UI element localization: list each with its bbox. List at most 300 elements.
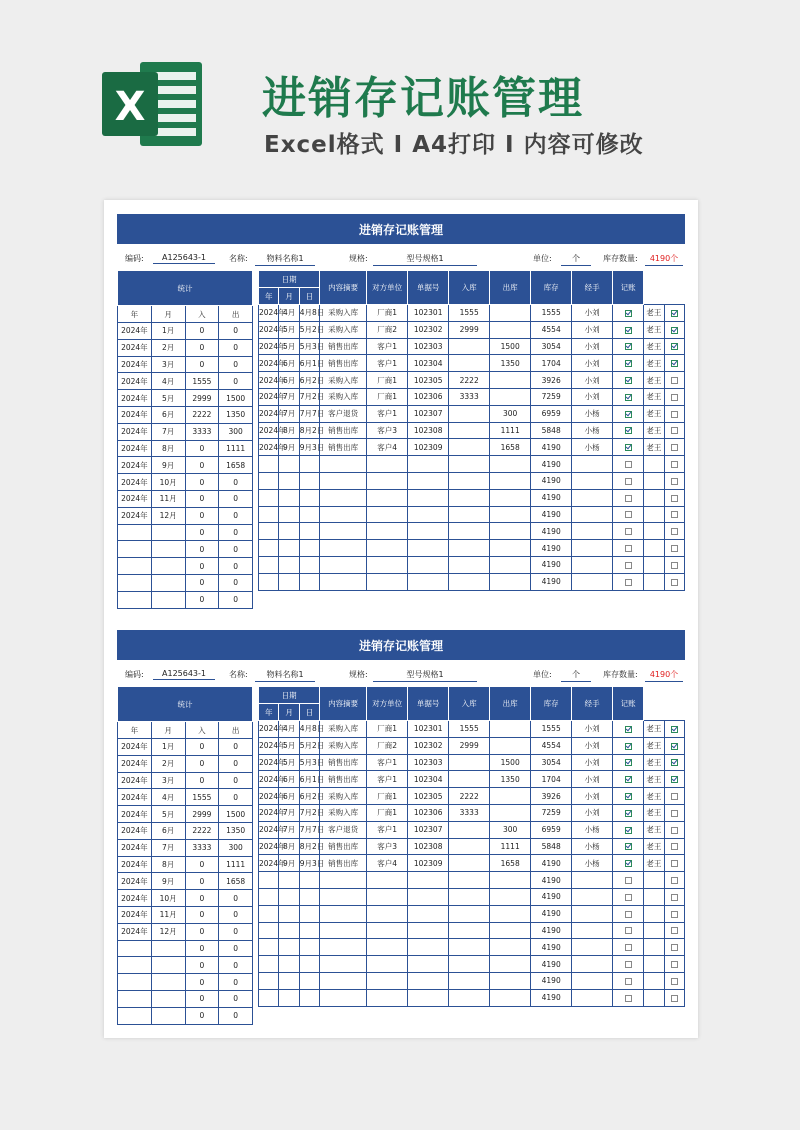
table-cell[interactable] <box>449 422 490 439</box>
table-cell[interactable]: 2024年 <box>259 388 279 405</box>
booked-checkbox[interactable] <box>671 894 678 901</box>
table-cell[interactable] <box>367 540 408 557</box>
table-cell[interactable] <box>279 989 299 1006</box>
table-cell[interactable]: 2999 <box>449 321 490 338</box>
table-cell[interactable]: 2024年 <box>118 423 152 440</box>
table-cell[interactable]: 0 <box>219 558 253 575</box>
table-cell[interactable]: 1555 <box>531 305 572 322</box>
table-cell[interactable]: 小刘 <box>572 355 613 372</box>
table-cell[interactable]: 4190 <box>531 956 572 973</box>
checkbox-cell[interactable] <box>664 872 684 889</box>
checkbox-cell[interactable] <box>664 422 684 439</box>
table-cell[interactable]: 0 <box>219 507 253 524</box>
table-cell[interactable]: 2024年 <box>118 373 152 390</box>
handled-checkbox[interactable] <box>625 545 632 552</box>
table-cell[interactable] <box>320 540 367 557</box>
table-cell[interactable]: 1555 <box>531 721 572 738</box>
table-cell[interactable]: 8月2日 <box>299 422 319 439</box>
table-cell[interactable] <box>367 939 408 956</box>
table-cell[interactable] <box>449 972 490 989</box>
table-cell[interactable]: 4554 <box>531 321 572 338</box>
table-cell[interactable]: 4月 <box>279 305 299 322</box>
checkbox-cell[interactable] <box>613 905 644 922</box>
table-cell[interactable] <box>279 888 299 905</box>
table-cell[interactable] <box>644 556 664 573</box>
name-value[interactable]: 物料名称1 <box>255 253 315 266</box>
table-cell[interactable] <box>490 972 531 989</box>
table-cell[interactable]: 0 <box>185 974 219 991</box>
table-cell[interactable] <box>320 956 367 973</box>
table-cell[interactable]: 5月2日 <box>299 737 319 754</box>
table-cell[interactable]: 4190 <box>531 439 572 456</box>
table-cell[interactable]: 4190 <box>531 989 572 1006</box>
table-cell[interactable]: 客户4 <box>367 855 408 872</box>
table-cell[interactable] <box>279 456 299 473</box>
table-cell[interactable] <box>320 523 367 540</box>
table-cell[interactable] <box>490 472 531 489</box>
checkbox-cell[interactable] <box>664 305 684 322</box>
table-cell[interactable] <box>259 989 279 1006</box>
table-cell[interactable]: 4190 <box>531 472 572 489</box>
checkbox-cell[interactable] <box>664 972 684 989</box>
table-cell[interactable]: 7月 <box>151 423 185 440</box>
table-cell[interactable]: 客户退货 <box>320 405 367 422</box>
checkbox-cell[interactable] <box>664 721 684 738</box>
table-cell[interactable]: 5月2日 <box>299 321 319 338</box>
table-cell[interactable]: 2999 <box>449 737 490 754</box>
table-cell[interactable] <box>259 922 279 939</box>
table-cell[interactable]: 0 <box>219 739 253 756</box>
table-cell[interactable]: 小刘 <box>572 305 613 322</box>
table-cell[interactable]: 102302 <box>408 321 449 338</box>
table-cell[interactable]: 0 <box>185 906 219 923</box>
checkbox-cell[interactable] <box>664 771 684 788</box>
table-cell[interactable] <box>490 573 531 590</box>
table-cell[interactable]: 102301 <box>408 305 449 322</box>
table-cell[interactable]: 客户3 <box>367 838 408 855</box>
table-cell[interactable]: 2024年 <box>118 839 152 856</box>
checkbox-cell[interactable] <box>664 523 684 540</box>
table-cell[interactable]: 老王 <box>644 405 664 422</box>
table-cell[interactable] <box>490 556 531 573</box>
table-cell[interactable] <box>367 905 408 922</box>
table-cell[interactable] <box>299 872 319 889</box>
table-cell[interactable] <box>408 472 449 489</box>
table-cell[interactable] <box>367 489 408 506</box>
table-cell[interactable] <box>151 940 185 957</box>
handled-checkbox[interactable] <box>625 827 632 834</box>
booked-checkbox[interactable] <box>671 360 678 367</box>
table-cell[interactable] <box>408 922 449 939</box>
table-cell[interactable]: 2月 <box>151 755 185 772</box>
table-cell[interactable]: 102308 <box>408 422 449 439</box>
table-cell[interactable]: 2024年 <box>118 856 152 873</box>
table-cell[interactable]: 3926 <box>531 788 572 805</box>
table-cell[interactable]: 0 <box>219 990 253 1007</box>
checkbox-cell[interactable] <box>664 321 684 338</box>
table-cell[interactable]: 0 <box>219 957 253 974</box>
table-cell[interactable] <box>572 573 613 590</box>
table-cell[interactable]: 0 <box>219 772 253 789</box>
table-cell[interactable]: 0 <box>185 558 219 575</box>
table-cell[interactable]: 0 <box>185 873 219 890</box>
table-cell[interactable] <box>279 523 299 540</box>
table-cell[interactable]: 8月 <box>151 856 185 873</box>
table-cell[interactable]: 6959 <box>531 405 572 422</box>
table-cell[interactable] <box>299 506 319 523</box>
table-cell[interactable]: 6月 <box>279 788 299 805</box>
checkbox-cell[interactable] <box>664 388 684 405</box>
table-cell[interactable] <box>449 439 490 456</box>
checkbox-cell[interactable] <box>613 922 644 939</box>
table-cell[interactable]: 102306 <box>408 804 449 821</box>
table-cell[interactable]: 2024年 <box>118 923 152 940</box>
table-cell[interactable] <box>320 972 367 989</box>
table-cell[interactable] <box>118 524 152 541</box>
table-cell[interactable] <box>644 489 664 506</box>
table-cell[interactable] <box>279 872 299 889</box>
table-cell[interactable]: 销售出库 <box>320 338 367 355</box>
table-cell[interactable]: 老王 <box>644 754 664 771</box>
handled-checkbox[interactable] <box>625 793 632 800</box>
table-cell[interactable] <box>490 804 531 821</box>
table-cell[interactable]: 老王 <box>644 388 664 405</box>
table-cell[interactable]: 2024年 <box>118 873 152 890</box>
table-cell[interactable] <box>367 989 408 1006</box>
table-cell[interactable] <box>449 472 490 489</box>
table-cell[interactable]: 0 <box>185 541 219 558</box>
handled-checkbox[interactable] <box>625 562 632 569</box>
table-cell[interactable]: 1704 <box>531 771 572 788</box>
table-cell[interactable]: 客户1 <box>367 355 408 372</box>
table-cell[interactable]: 2024年 <box>118 789 152 806</box>
table-cell[interactable]: 4190 <box>531 872 572 889</box>
table-cell[interactable] <box>490 388 531 405</box>
table-cell[interactable] <box>320 905 367 922</box>
table-cell[interactable] <box>408 888 449 905</box>
table-cell[interactable] <box>490 721 531 738</box>
table-cell[interactable] <box>408 956 449 973</box>
table-cell[interactable]: 5月 <box>151 806 185 823</box>
booked-checkbox[interactable] <box>671 860 678 867</box>
table-cell[interactable] <box>572 956 613 973</box>
table-cell[interactable]: 老王 <box>644 305 664 322</box>
table-cell[interactable]: 8月 <box>151 440 185 457</box>
table-cell[interactable] <box>644 506 664 523</box>
table-cell[interactable]: 0 <box>219 474 253 491</box>
table-cell[interactable]: 102305 <box>408 372 449 389</box>
checkbox-cell[interactable] <box>664 372 684 389</box>
table-cell[interactable]: 0 <box>185 1007 219 1024</box>
table-cell[interactable]: 0 <box>185 990 219 1007</box>
checkbox-cell[interactable] <box>664 922 684 939</box>
table-cell[interactable]: 5月 <box>279 338 299 355</box>
table-cell[interactable] <box>408 905 449 922</box>
table-cell[interactable] <box>259 523 279 540</box>
table-cell[interactable] <box>644 922 664 939</box>
table-cell[interactable] <box>408 989 449 1006</box>
table-cell[interactable]: 2024年 <box>118 755 152 772</box>
handled-checkbox[interactable] <box>625 360 632 367</box>
table-cell[interactable]: 4190 <box>531 506 572 523</box>
table-cell[interactable]: 3333 <box>185 839 219 856</box>
table-cell[interactable]: 102303 <box>408 338 449 355</box>
table-cell[interactable] <box>259 540 279 557</box>
table-cell[interactable]: 0 <box>185 591 219 608</box>
table-cell[interactable]: 客户退货 <box>320 821 367 838</box>
checkbox-cell[interactable] <box>613 405 644 422</box>
table-cell[interactable]: 11月 <box>151 490 185 507</box>
checkbox-cell[interactable] <box>664 405 684 422</box>
checkbox-cell[interactable] <box>613 355 644 372</box>
table-cell[interactable] <box>572 922 613 939</box>
table-cell[interactable] <box>118 990 152 1007</box>
table-cell[interactable]: 0 <box>185 440 219 457</box>
booked-checkbox[interactable] <box>671 827 678 834</box>
checkbox-cell[interactable] <box>613 804 644 821</box>
booked-checkbox[interactable] <box>671 545 678 552</box>
checkbox-cell[interactable] <box>664 737 684 754</box>
table-cell[interactable]: 102304 <box>408 771 449 788</box>
handled-checkbox[interactable] <box>625 511 632 518</box>
code-value[interactable]: A125643-1 <box>153 669 215 680</box>
booked-checkbox[interactable] <box>671 927 678 934</box>
table-cell[interactable]: 5848 <box>531 838 572 855</box>
table-cell[interactable] <box>320 888 367 905</box>
handled-checkbox[interactable] <box>625 877 632 884</box>
checkbox-cell[interactable] <box>613 888 644 905</box>
checkbox-cell[interactable] <box>664 540 684 557</box>
booked-checkbox[interactable] <box>671 377 678 384</box>
table-cell[interactable] <box>320 489 367 506</box>
table-cell[interactable] <box>367 972 408 989</box>
booked-checkbox[interactable] <box>671 511 678 518</box>
table-cell[interactable]: 9月 <box>151 457 185 474</box>
table-cell[interactable] <box>259 888 279 905</box>
table-cell[interactable]: 0 <box>219 574 253 591</box>
checkbox-cell[interactable] <box>664 821 684 838</box>
table-cell[interactable]: 6月2日 <box>299 788 319 805</box>
table-cell[interactable]: 2024年 <box>118 772 152 789</box>
table-cell[interactable] <box>299 922 319 939</box>
booked-checkbox[interactable] <box>671 427 678 434</box>
table-cell[interactable]: 3月 <box>151 772 185 789</box>
table-cell[interactable]: 0 <box>185 490 219 507</box>
table-cell[interactable]: 2024年 <box>118 906 152 923</box>
table-cell[interactable] <box>490 321 531 338</box>
table-cell[interactable] <box>118 574 152 591</box>
booked-checkbox[interactable] <box>671 411 678 418</box>
table-cell[interactable] <box>490 305 531 322</box>
table-cell[interactable] <box>279 956 299 973</box>
table-cell[interactable]: 0 <box>219 923 253 940</box>
table-cell[interactable] <box>408 872 449 889</box>
checkbox-cell[interactable] <box>664 788 684 805</box>
checkbox-cell[interactable] <box>613 788 644 805</box>
table-cell[interactable] <box>449 922 490 939</box>
table-cell[interactable] <box>367 956 408 973</box>
table-cell[interactable] <box>151 1007 185 1024</box>
table-cell[interactable]: 1500 <box>490 338 531 355</box>
table-cell[interactable]: 采购入库 <box>320 305 367 322</box>
table-cell[interactable]: 0 <box>185 457 219 474</box>
table-cell[interactable] <box>367 523 408 540</box>
table-cell[interactable]: 6月 <box>151 822 185 839</box>
table-cell[interactable]: 小刘 <box>572 321 613 338</box>
checkbox-cell[interactable] <box>613 573 644 590</box>
table-cell[interactable]: 11月 <box>151 906 185 923</box>
table-cell[interactable]: 102303 <box>408 754 449 771</box>
checkbox-cell[interactable] <box>613 771 644 788</box>
table-cell[interactable] <box>490 737 531 754</box>
table-cell[interactable]: 2024年 <box>259 771 279 788</box>
table-cell[interactable]: 老王 <box>644 788 664 805</box>
table-cell[interactable]: 2024年 <box>118 490 152 507</box>
table-cell[interactable]: 客户1 <box>367 338 408 355</box>
table-cell[interactable]: 小刘 <box>572 388 613 405</box>
table-cell[interactable] <box>151 591 185 608</box>
table-cell[interactable] <box>490 788 531 805</box>
table-cell[interactable]: 1111 <box>219 856 253 873</box>
handled-checkbox[interactable] <box>625 377 632 384</box>
checkbox-cell[interactable] <box>664 888 684 905</box>
table-cell[interactable] <box>118 541 152 558</box>
table-cell[interactable]: 小刘 <box>572 804 613 821</box>
table-cell[interactable] <box>490 922 531 939</box>
booked-checkbox[interactable] <box>671 776 678 783</box>
table-cell[interactable] <box>490 872 531 889</box>
checkbox-cell[interactable] <box>613 737 644 754</box>
table-cell[interactable]: 老王 <box>644 821 664 838</box>
table-cell[interactable] <box>449 888 490 905</box>
table-cell[interactable]: 4月8日 <box>299 305 319 322</box>
table-cell[interactable]: 10月 <box>151 474 185 491</box>
booked-checkbox[interactable] <box>671 579 678 586</box>
table-cell[interactable] <box>644 472 664 489</box>
table-cell[interactable] <box>644 939 664 956</box>
table-cell[interactable]: 4190 <box>531 489 572 506</box>
checkbox-cell[interactable] <box>664 905 684 922</box>
table-cell[interactable] <box>490 456 531 473</box>
table-cell[interactable]: 老王 <box>644 338 664 355</box>
booked-checkbox[interactable] <box>671 562 678 569</box>
table-cell[interactable] <box>259 556 279 573</box>
checkbox-cell[interactable] <box>613 540 644 557</box>
table-cell[interactable]: 小刘 <box>572 771 613 788</box>
table-cell[interactable]: 客户1 <box>367 405 408 422</box>
table-cell[interactable]: 1500 <box>219 806 253 823</box>
table-cell[interactable] <box>644 888 664 905</box>
table-cell[interactable] <box>449 821 490 838</box>
table-cell[interactable] <box>151 558 185 575</box>
table-cell[interactable] <box>408 540 449 557</box>
table-cell[interactable]: 1555 <box>185 373 219 390</box>
checkbox-cell[interactable] <box>664 956 684 973</box>
table-cell[interactable]: 7月 <box>279 405 299 422</box>
table-cell[interactable]: 老王 <box>644 355 664 372</box>
table-cell[interactable]: 0 <box>185 957 219 974</box>
checkbox-cell[interactable] <box>664 506 684 523</box>
table-cell[interactable]: 0 <box>219 524 253 541</box>
table-cell[interactable]: 4月 <box>279 721 299 738</box>
table-cell[interactable]: 0 <box>219 490 253 507</box>
table-cell[interactable]: 老王 <box>644 804 664 821</box>
table-cell[interactable] <box>279 905 299 922</box>
table-cell[interactable]: 2024年 <box>118 457 152 474</box>
table-cell[interactable]: 2月 <box>151 339 185 356</box>
checkbox-cell[interactable] <box>613 422 644 439</box>
table-cell[interactable] <box>299 489 319 506</box>
table-cell[interactable]: 1658 <box>490 439 531 456</box>
table-cell[interactable] <box>408 523 449 540</box>
table-cell[interactable] <box>279 939 299 956</box>
table-cell[interactable]: 102308 <box>408 838 449 855</box>
table-cell[interactable] <box>118 957 152 974</box>
table-cell[interactable]: 8月2日 <box>299 838 319 855</box>
table-cell[interactable] <box>408 456 449 473</box>
table-cell[interactable] <box>572 905 613 922</box>
unit-value[interactable]: 个 <box>561 669 591 682</box>
booked-checkbox[interactable] <box>671 843 678 850</box>
table-cell[interactable]: 0 <box>219 890 253 907</box>
checkbox-cell[interactable] <box>664 939 684 956</box>
booked-checkbox[interactable] <box>671 978 678 985</box>
table-cell[interactable] <box>118 591 152 608</box>
table-cell[interactable] <box>151 574 185 591</box>
table-cell[interactable] <box>572 489 613 506</box>
table-cell[interactable]: 2024年 <box>259 804 279 821</box>
table-cell[interactable] <box>449 989 490 1006</box>
table-cell[interactable] <box>572 989 613 1006</box>
table-cell[interactable]: 9月 <box>279 439 299 456</box>
table-cell[interactable] <box>490 540 531 557</box>
table-cell[interactable]: 10月 <box>151 890 185 907</box>
table-cell[interactable]: 老王 <box>644 737 664 754</box>
code-value[interactable]: A125643-1 <box>153 253 215 264</box>
table-cell[interactable] <box>367 872 408 889</box>
table-cell[interactable]: 7月 <box>279 821 299 838</box>
table-cell[interactable] <box>449 556 490 573</box>
table-cell[interactable]: 采购入库 <box>320 737 367 754</box>
table-cell[interactable]: 老王 <box>644 838 664 855</box>
table-cell[interactable]: 0 <box>219 323 253 340</box>
table-cell[interactable] <box>572 540 613 557</box>
table-cell[interactable]: 1111 <box>490 838 531 855</box>
checkbox-cell[interactable] <box>664 489 684 506</box>
booked-checkbox[interactable] <box>671 495 678 502</box>
table-cell[interactable] <box>151 541 185 558</box>
checkbox-cell[interactable] <box>613 872 644 889</box>
table-cell[interactable]: 300 <box>219 839 253 856</box>
table-cell[interactable] <box>279 506 299 523</box>
table-cell[interactable] <box>299 556 319 573</box>
table-cell[interactable] <box>408 556 449 573</box>
handled-checkbox[interactable] <box>625 726 632 733</box>
table-cell[interactable] <box>449 956 490 973</box>
table-cell[interactable]: 9月3日 <box>299 855 319 872</box>
table-cell[interactable] <box>367 573 408 590</box>
table-cell[interactable]: 1111 <box>490 422 531 439</box>
handled-checkbox[interactable] <box>625 978 632 985</box>
table-cell[interactable] <box>299 472 319 489</box>
table-cell[interactable]: 4月 <box>151 373 185 390</box>
table-cell[interactable] <box>644 456 664 473</box>
table-cell[interactable]: 小杨 <box>572 838 613 855</box>
table-cell[interactable]: 6月2日 <box>299 372 319 389</box>
table-cell[interactable] <box>299 905 319 922</box>
handled-checkbox[interactable] <box>625 528 632 535</box>
table-cell[interactable] <box>259 573 279 590</box>
